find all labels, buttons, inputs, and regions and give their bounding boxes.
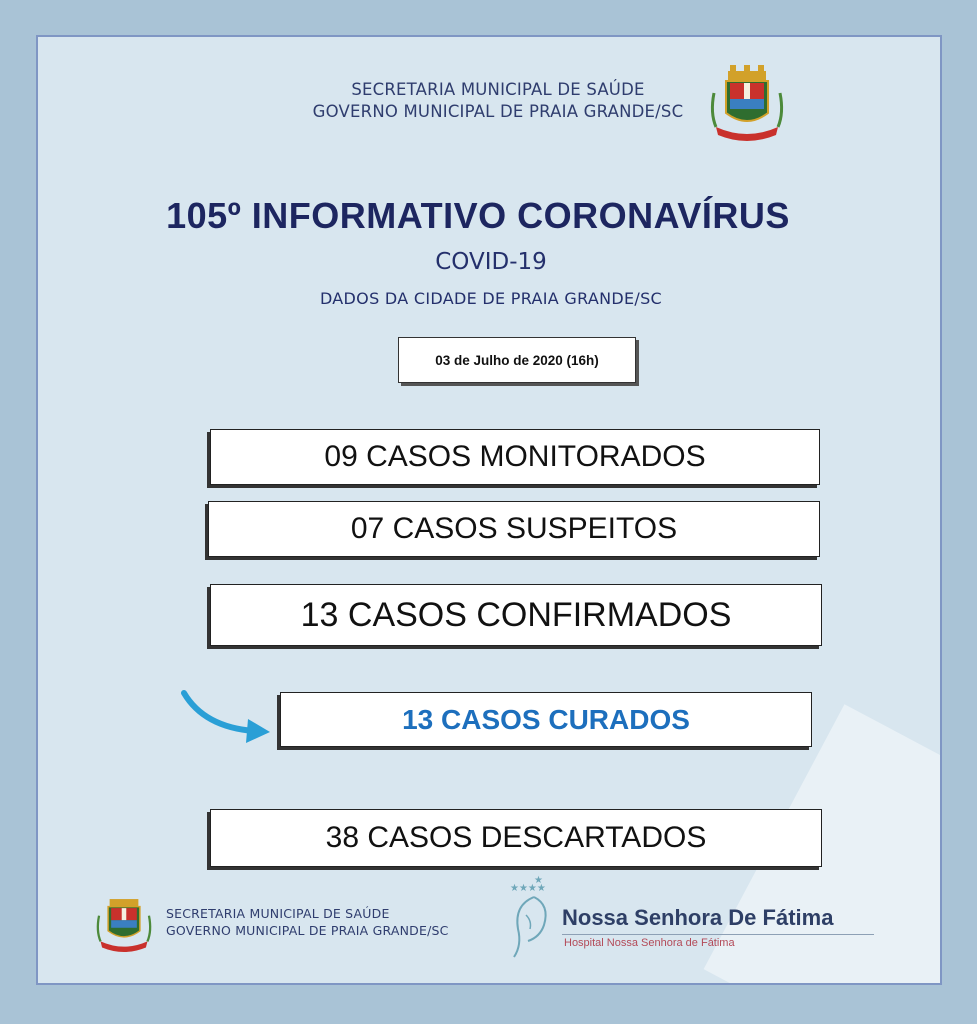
curved-arrow-icon xyxy=(180,687,272,747)
infographic-card xyxy=(36,35,942,985)
footer-org-line1: SECRETARIA MUNICIPAL DE SAÚDE xyxy=(166,906,390,921)
municipal-crest-icon xyxy=(706,63,788,145)
stat-recovered: 13 CASOS CURADOS xyxy=(280,692,812,747)
stat-monitored: 09 CASOS MONITORADOS xyxy=(210,429,820,485)
footer-org xyxy=(166,905,449,939)
hospital-subtitle: Hospital Nossa Senhora de Fátima xyxy=(564,937,735,949)
svg-text:★★★★: ★★★★ xyxy=(510,883,546,894)
divider xyxy=(562,934,874,935)
stat-confirmed: 13 CASOS CONFIRMADOS xyxy=(210,584,822,646)
hospital-name: Nossa Senhora De Fátima xyxy=(562,905,834,930)
stat-discarded: 38 CASOS DESCARTADOS xyxy=(210,809,822,867)
date-badge: 03 de Julho de 2020 (16h) xyxy=(398,337,636,383)
header-org xyxy=(288,79,708,123)
svg-text:★: ★ xyxy=(534,875,543,886)
municipal-crest-icon xyxy=(92,893,156,955)
subtitle: COVID-19 xyxy=(435,249,547,275)
footer-org-line2: GOVERNO MUNICIPAL DE PRAIA GRANDE/SC xyxy=(166,923,449,938)
header-org-line2: GOVERNO MUNICIPAL DE PRAIA GRANDE/SC xyxy=(312,102,684,121)
city-line: DADOS DA CIDADE DE PRAIA GRANDE/SC xyxy=(319,289,663,308)
stat-suspected: 07 CASOS SUSPEITOS xyxy=(208,501,820,557)
page-title: 105º INFORMATIVO CORONAVÍRUS xyxy=(166,195,790,236)
hospital-logo-icon xyxy=(504,875,562,961)
header-org-line1: SECRETARIA MUNICIPAL DE SAÚDE xyxy=(351,80,645,99)
